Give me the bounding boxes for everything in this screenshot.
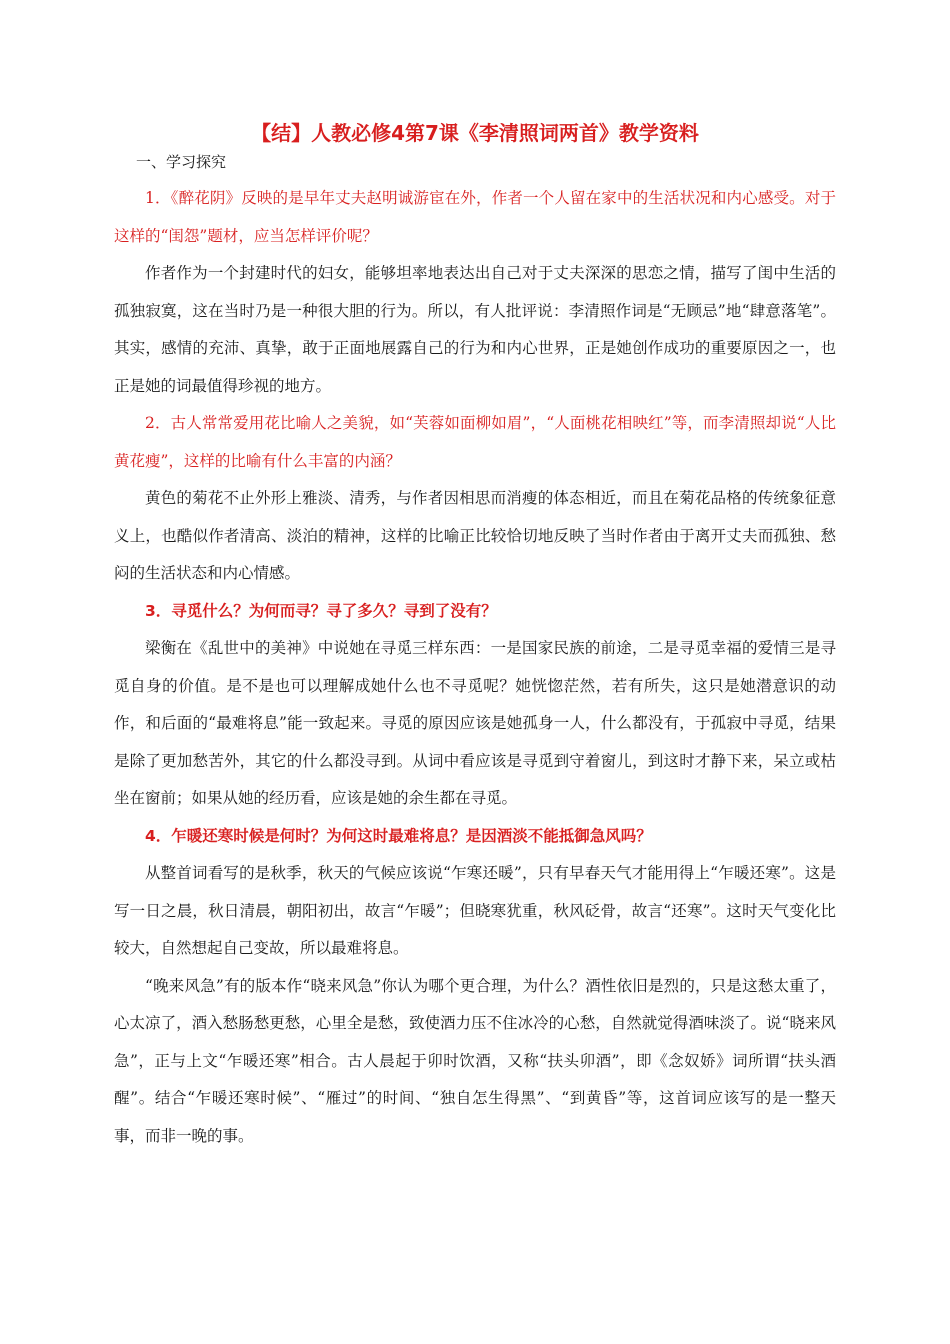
- answer-4b: “晚来风急”有的版本作“晓来风急”你认为哪个更合理，为什么？酒性依旧是烈的，只是这愁太重了，心太凉了，酒入愁肠愁更愁，心里全是愁，致使酒力压不住冰冷的心愁，自然就觉得酒味淡了。说“晓来风急”，正与上文“乍暖还寒”相合。古人晨起于卯时饮酒，又称“扶头卯酒”，即《念奴娇》词所谓“扶头酒醒”。结合“乍暖还寒时候”、“雁过”的时间、“独自怎生得黑”、“到黄昏”等，这首词应该写的是一整天事，而非一晚的事。: [114, 976, 836, 1145]
- document-page: [114, 118, 836, 1155]
- question-1: 1．《醉花阴》反映的是早年丈夫赵明诚游宦在外，作者一个人留在家中的生活状况和内心感受。对于这样的“闺怨”题材，应当怎样评价呢？: [114, 189, 836, 245]
- question-4: 4．乍暖还寒时候是何时？为何这时最难将息？是因酒淡不能抵御急风吗？: [145, 826, 652, 845]
- answer-2: 黄色的菊花不止外形上雅淡、清秀，与作者因相思而消瘦的体态相近，而且在菊花品格的传统象征意义上，也酷似作者清高、淡泊的精神，这样的比喻正比较恰切地反映了当时作者由于离开丈夫而孤独、愁闷的生活状态和内心情感。: [114, 489, 836, 582]
- answer-1: 作者作为一个封建时代的妇女，能够坦率地表达出自己对于丈夫深深的思恋之情，描写了闺中生活的孤独寂寞，这在当时乃是一种很大胆的行为。所以，有人批评说：李清照作词是“无顾忌”地“肆意落笔”。其实，感情的充沛、真挚，敢于正面地展露自己的行为和内心世界，正是她创作成功的重要原因之一，也正是她的词最值得珍视的地方。: [114, 264, 836, 395]
- document-title: 【结】人教必修4第7课《李清照词两首》教学资料: [251, 121, 699, 145]
- section-heading: 一、学习探究: [136, 153, 227, 171]
- question-2: 2．古人常常爱用花比喻人之美貌，如“芙蓉如面柳如眉”，“人面桃花相映红”等，而李清照却说“人比黄花瘦”，这样的比喻有什么丰富的内涵？: [114, 414, 836, 470]
- question-3: 3．寻觅什么？为何而寻？寻了多久？寻到了没有？: [145, 601, 497, 620]
- answer-3: 梁衡在《乱世中的美神》中说她在寻觅三样东西：一是国家民族的前途，二是寻觅幸福的爱情三是寻觅自身的价值。是不是也可以理解成她什么也不寻觅呢？她恍惚茫然，若有所失，这只是她潜意识的动作，和后面的“最难将息”能一致起来。寻觅的原因应该是她孤身一人，什么都没有，于孤寂中寻觅，结果是除了更加愁苦外，其它的什么都没寻到。从词中看应该是寻觅到守着窗儿，到这时才静下来，呆立或枯坐在窗前；如果从她的经历看，应该是她的余生都在寻觅。: [114, 639, 836, 807]
- answer-4a: 从整首词看写的是秋季，秋天的气候应该说“乍寒还暖”，只有早春天气才能用得上“乍暖还寒”。这是写一日之晨，秋日清晨，朝阳初出，故言“乍暖”；但晓寒犹重，秋风砭骨，故言“还寒”。这时天气变化比较大，自然想起自己变故，所以最难将息。: [114, 864, 836, 957]
